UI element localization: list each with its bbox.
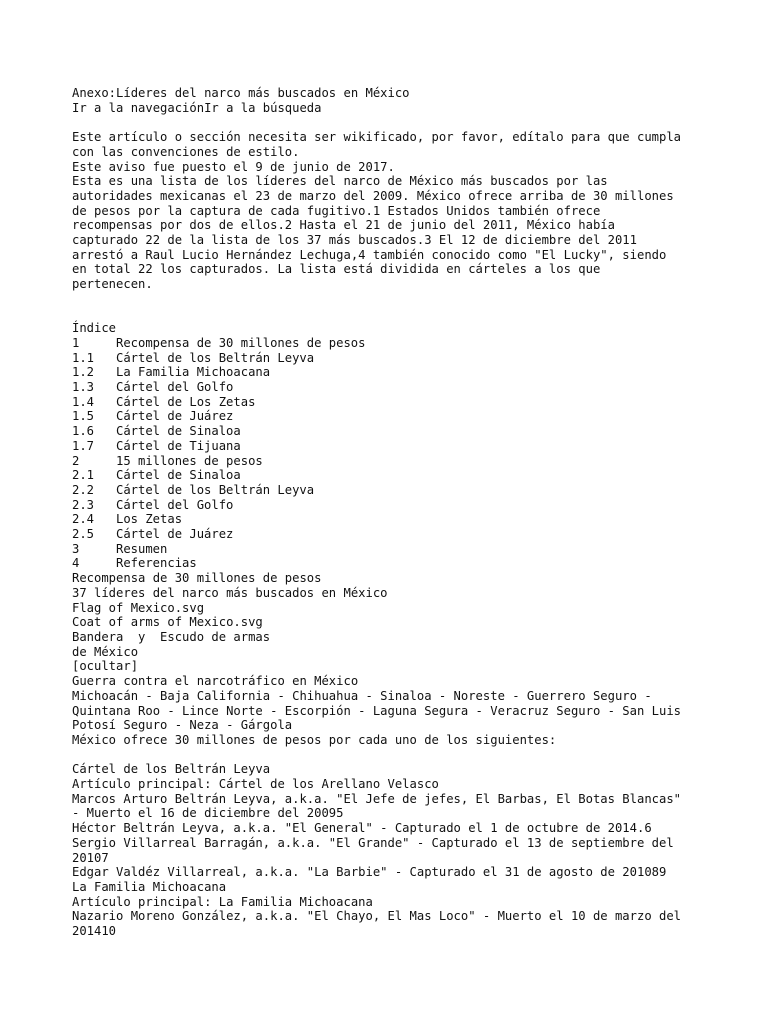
table-of-contents [72, 321, 748, 571]
list-item: - Muerto el 16 de diciembre del 20095 [72, 806, 344, 821]
toc-number: 1.2 [72, 365, 95, 380]
coat-of-arms-image-alt: Coat of arms of Mexico.svg [72, 615, 263, 630]
toc-label: Cártel de Sinaloa [116, 424, 241, 439]
toc-item[interactable] [72, 409, 748, 424]
hide-toggle[interactable]: [ocultar] [72, 659, 139, 674]
toc-item[interactable] [72, 336, 748, 351]
toc-number: 1.6 [72, 424, 95, 439]
toc-number: 1.1 [72, 350, 95, 365]
toc-label: Cártel de los Beltrán Leyva [116, 350, 315, 365]
spacer [72, 115, 748, 130]
intro-line: pertenecen. [72, 277, 153, 292]
intro-line: de pesos por la captura de cada fugitivo.1 Estados Unidos también ofrece [72, 203, 601, 218]
toc-item[interactable] [72, 556, 748, 571]
toc-number: 2.2 [72, 482, 95, 497]
toc-item[interactable] [72, 542, 748, 557]
toc-label: Cártel de los Beltrán Leyva [116, 482, 315, 497]
toc-number: 4 [72, 556, 80, 571]
toc-item[interactable] [72, 351, 748, 366]
toc-item[interactable] [72, 498, 748, 513]
toc-item[interactable] [72, 527, 748, 542]
toc-number: 1.3 [72, 380, 95, 395]
toc-label: Recompensa de 30 millones de pesos [116, 335, 366, 350]
toc-label: La Familia Michoacana [116, 365, 271, 380]
toc-heading: Índice [72, 321, 117, 336]
section-heading: La Familia Michoacana [72, 879, 227, 894]
infobox-caption: Bandera y Escudo de armas [72, 629, 271, 644]
flag-image-alt: Flag of Mexico.svg [72, 600, 205, 615]
list-item: Edgar Valdéz Villarreal, a.k.a. "La Barbie" - Capturado el 31 de agosto de 201089 [72, 865, 667, 880]
list-item: Nazario Moreno González, a.k.a. "El Chayo, El Mas Loco" - Muerto el 10 de marzo del [72, 909, 682, 924]
toc-number: 1.5 [72, 409, 95, 424]
toc-item[interactable] [72, 380, 748, 395]
list-item: Sergio Villarreal Barragán, a.k.a. "El Grande" - Capturado el 13 de septiembre del [72, 835, 674, 850]
toc-item[interactable] [72, 468, 748, 483]
toc-item[interactable] [72, 483, 748, 498]
list-item: 20107 [72, 850, 109, 865]
toc-item[interactable] [72, 439, 748, 454]
section-heading: Cártel de los Beltrán Leyva [72, 762, 271, 777]
toc-item[interactable] [72, 395, 748, 410]
navbox-links[interactable]: Michoacán - Baja California - Chihuahua - Sinaloa - Noreste - Guerrero Seguro - [72, 688, 652, 703]
infobox-caption: de México [72, 644, 139, 659]
intro-paragraph [72, 130, 748, 292]
toc-label: 15 millones de pesos [116, 453, 263, 468]
toc-label: Referencias [116, 556, 197, 571]
navbox-links[interactable]: Quintana Roo - Lince Norte - Escorpión - Laguna Segura - Veracruz Seguro - San Luis [72, 703, 682, 718]
toc-number: 1 [72, 335, 80, 350]
toc-item[interactable] [72, 365, 748, 380]
spacer [72, 748, 748, 763]
toc-number: 3 [72, 541, 80, 556]
intro-line: con las convenciones de estilo. [72, 144, 300, 159]
intro-line: en total 22 los capturados. La lista está dividida en cárteles a los que [72, 262, 601, 277]
toc-number: 2 [72, 453, 80, 468]
navbox-title: Guerra contra el narcotráfico en México [72, 674, 359, 689]
navbox-links[interactable]: Potosí Seguro - Neza - Gárgola [72, 718, 293, 733]
toc-number: 2.1 [72, 468, 95, 483]
intro-line: capturado 22 de la lista de los 37 más buscados.3 El 12 de diciembre del 2011 [72, 233, 637, 248]
toc-label: Resumen [116, 541, 168, 556]
toc-item[interactable] [72, 454, 748, 469]
page-title: Anexo:Líderes del narco más buscados en México [72, 86, 410, 100]
list-item: 201410 [72, 924, 117, 939]
toc-label: Cártel del Golfo [116, 497, 234, 512]
intro-line: Esta es una lista de los líderes del narco de México más buscados por las [72, 174, 608, 189]
body-section [72, 571, 748, 747]
toc-number: 2.5 [72, 527, 95, 542]
toc-label: Cártel de Sinaloa [116, 468, 241, 483]
toc-label: Cártel de Juárez [116, 527, 234, 542]
paragraph-line: México ofrece 30 millones de pesos por cada uno de los siguientes: [72, 732, 557, 747]
toc-number: 1.7 [72, 438, 95, 453]
toc-label: Cártel de Juárez [116, 409, 234, 424]
main-article-note: Artículo principal: La Familia Michoacana [72, 894, 373, 909]
list-item: Marcos Arturo Beltrán Leyva, a.k.a. "El Jefe de jefes, El Barbas, El Botas Blancas" [72, 791, 682, 806]
toc-number: 2.4 [72, 512, 95, 527]
toc-label: Los Zetas [116, 512, 183, 527]
toc-label: Cártel de Tijuana [116, 438, 241, 453]
intro-line: arrestó a Raul Lucio Hernández Lechuga,4 también conocido como "El Lucky", siendo [72, 247, 667, 262]
skip-links[interactable]: Ir a la navegaciónIr a la búsqueda [72, 100, 322, 115]
list-item: Héctor Beltrán Leyva, a.k.a. "El General" - Capturado el 1 de octubre de 2014.6 [72, 821, 652, 836]
intro-line: autoridades mexicanas el 23 de marzo del 2009. México ofrece arriba de 30 millones [72, 188, 674, 203]
toc-item[interactable] [72, 512, 748, 527]
toc-label: Cártel de Los Zetas [116, 394, 256, 409]
toc-item[interactable] [72, 424, 748, 439]
cartel-section [72, 762, 748, 938]
spacer [72, 292, 748, 321]
infobox-title: 37 líderes del narco más buscados en México [72, 585, 388, 600]
toc-number: 1.4 [72, 394, 95, 409]
toc-label: Cártel del Golfo [116, 380, 234, 395]
section-heading: Recompensa de 30 millones de pesos [72, 571, 322, 586]
intro-line: recompensas por dos de ellos.2 Hasta el 21 de junio del 2011, México había [72, 218, 615, 233]
toc-number: 2.3 [72, 497, 95, 512]
intro-line: Este artículo o sección necesita ser wikificado, por favor, edítalo para que cumpla [72, 130, 682, 145]
main-article-note: Artículo principal: Cártel de los Arellano Velasco [72, 777, 439, 791]
intro-line: Este aviso fue puesto el 9 de junio de 2017. [72, 159, 395, 174]
